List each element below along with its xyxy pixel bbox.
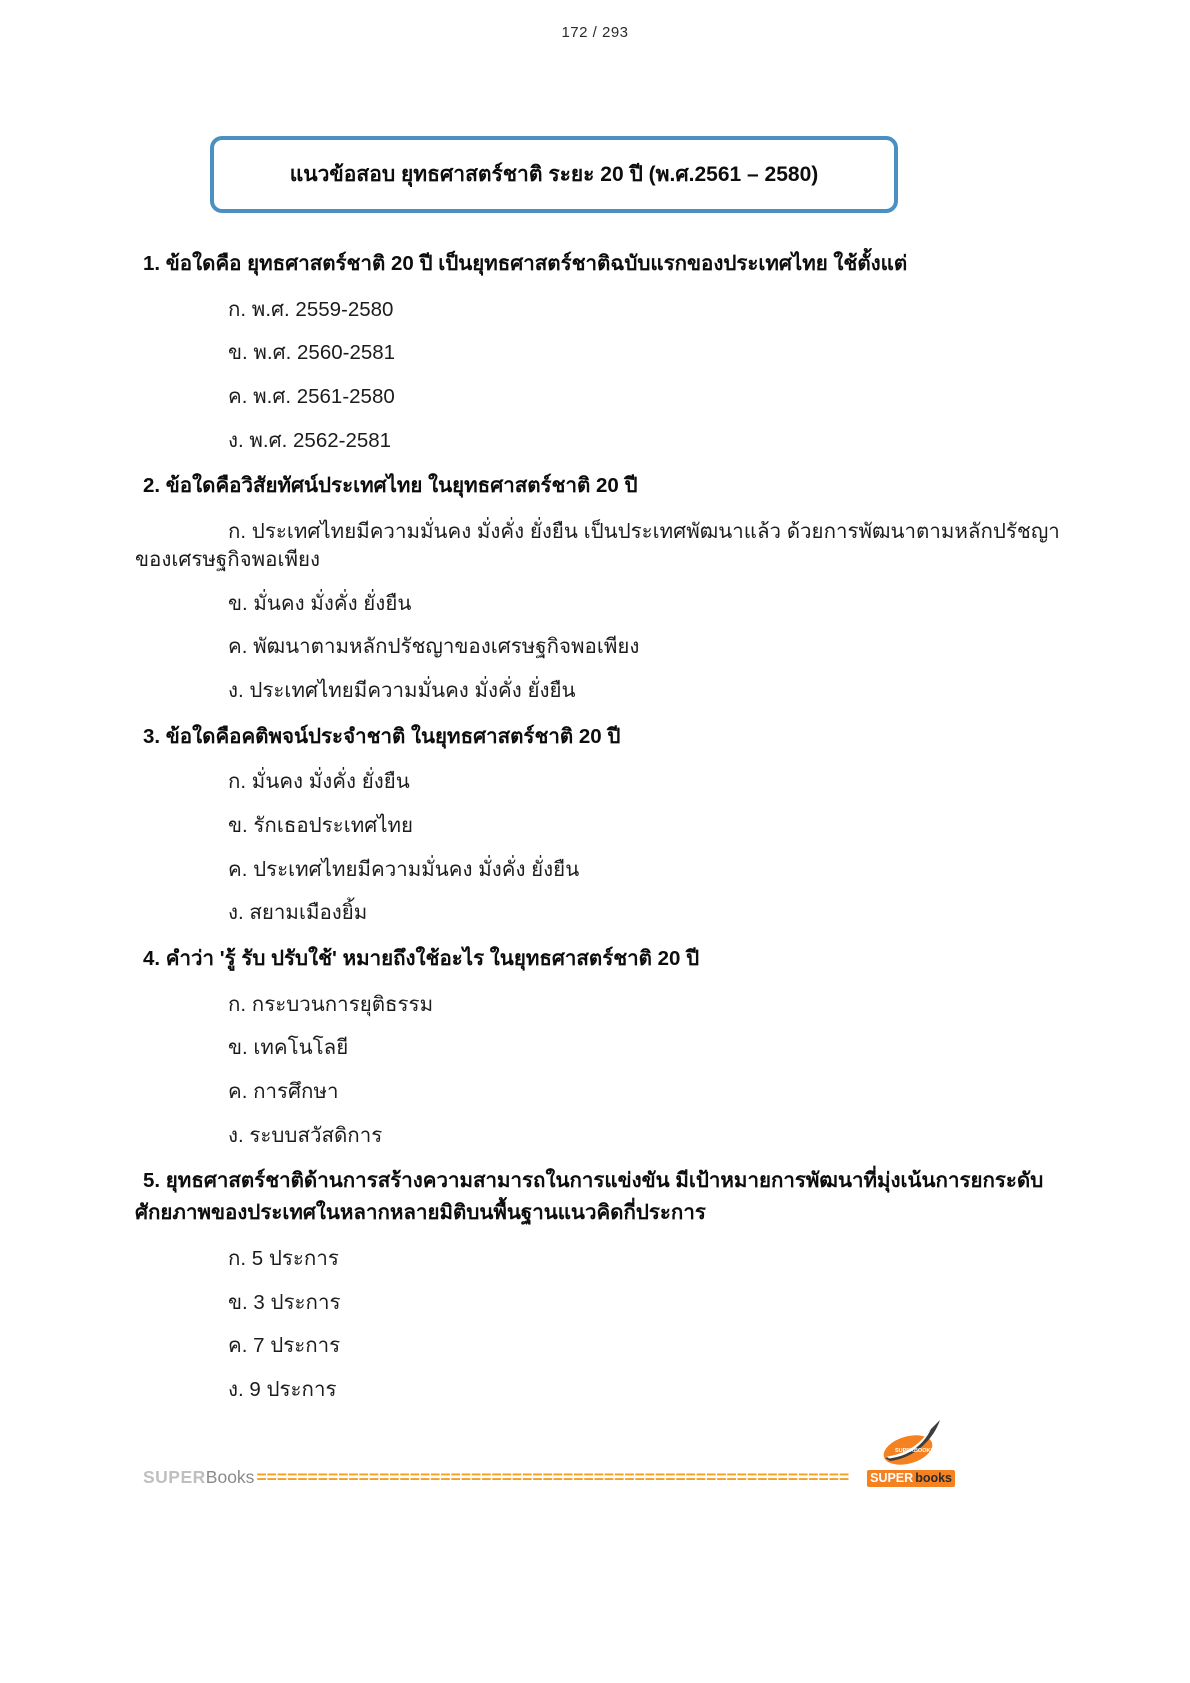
question-5-option-a: ก. 5 ประการ: [228, 1247, 339, 1271]
question-2-option-c: ค. พัฒนาตามหลักปรัชญาของเศรษฐกิจพอเพียง: [228, 635, 640, 659]
question-3-text: 3. ข้อใดคือคติพจน์ประจำชาติ ในยุทธศาสตร์ชาติ 20 ปี: [143, 724, 621, 748]
superbooks-logo-wordmark: [867, 1470, 955, 1487]
footer-divider-line: ==========================================================: [256, 1467, 850, 1487]
question-5-text: 5. ยุทธศาสตร์ชาติด้านการสร้างความสามารถในการแข่งขัน มีเป้าหมายการพัฒนาที่มุ่งเน้นการยกระดับศักยภาพของประเทศในหลากหลายมิติบนพื้นฐานแนวคิดกี่ประการ: [135, 1169, 1044, 1225]
question-2-option-a: ก. ประเทศไทยมีความมั่นคง มั่งคั่ง ยั่งยืน เป็นประเทศพัฒนาแล้ว ด้วยการพัฒนาตามหลักปรัชญาของเศรษฐกิจพอเพียง: [135, 520, 1060, 571]
questions-list: [135, 248, 1065, 1420]
question-2-option-d: ง. ประเทศไทยมีความมั่นคง มั่งคั่ง ยั่งยืน: [228, 678, 576, 702]
question-5-option-b: ข. 3 ประการ: [228, 1290, 341, 1314]
question-1-option-a: ก. พ.ศ. 2559-2580: [228, 297, 394, 321]
question-4-option-c: ค. การศึกษา: [228, 1080, 339, 1104]
page-number: 172 / 293: [561, 24, 629, 41]
question-4-option-a: ก. กระบวนการยุติธรรม: [228, 992, 434, 1016]
question-3-option-d: ง. สยามเมืองยิ้ม: [228, 901, 368, 925]
question-4-option-d: ง. ระบบสวัสดิการ: [228, 1123, 383, 1147]
question-5-option-d: ง. 9 ประการ: [228, 1378, 337, 1402]
page-title: แนวข้อสอบ ยุทธศาสตร์ชาติ ระยะ 20 ปี (พ.ศ.2561 – 2580): [289, 163, 819, 186]
title-box: [210, 136, 898, 213]
logo-wordmark-super: SUPER: [867, 1470, 915, 1487]
question-4-option-b: ข. เทคโนโลยี: [228, 1036, 349, 1060]
question-1-option-d: ง. พ.ศ. 2562-2581: [228, 428, 392, 452]
page-footer: [143, 1420, 955, 1487]
question-3-option-b: ข. รักเธอประเทศไทย: [228, 814, 414, 838]
superbooks-logo: [867, 1420, 955, 1487]
logo-wordmark-books: books: [915, 1470, 955, 1487]
question-3-option-c: ค. ประเทศไทยมีความมั่นคง มั่งคั่ง ยั่งยืน: [228, 857, 580, 881]
question-5-option-c: ค. 7 ประการ: [228, 1334, 341, 1358]
superbooks-logo-badge-text: SUPERBOOKS: [895, 1448, 935, 1454]
footer-brand-books: Books: [205, 1466, 255, 1487]
question-3-option-a: ก. มั่นคง มั่งคั่ง ยั่งยืน: [228, 770, 410, 794]
question-4-text: 4. คำว่า 'รู้ รับ ปรับใช้' หมายถึงใช้อะไร ในยุทธศาสตร์ชาติ 20 ปี: [143, 947, 700, 971]
question-1-option-b: ข. พ.ศ. 2560-2581: [228, 341, 396, 365]
question-1-option-c: ค. พ.ศ. 2561-2580: [228, 385, 395, 409]
footer-brand-text: [143, 1468, 254, 1487]
footer-brand-super: SUPER: [143, 1466, 206, 1487]
question-2-option-b: ข. มั่นคง มั่งคั่ง ยั่งยืน: [228, 591, 412, 615]
question-1-text: 1. ข้อใดคือ ยุทธศาสตร์ชาติ 20 ปี เป็นยุทธศาสตร์ชาติฉบับแรกของประเทศไทย ใช้ตั้งแต่: [143, 252, 908, 275]
superbooks-logo-icon: [878, 1420, 944, 1468]
question-2-text: 2. ข้อใดคือวิสัยทัศน์ประเทศไทย ในยุทธศาสตร์ชาติ 20 ปี: [143, 474, 638, 498]
